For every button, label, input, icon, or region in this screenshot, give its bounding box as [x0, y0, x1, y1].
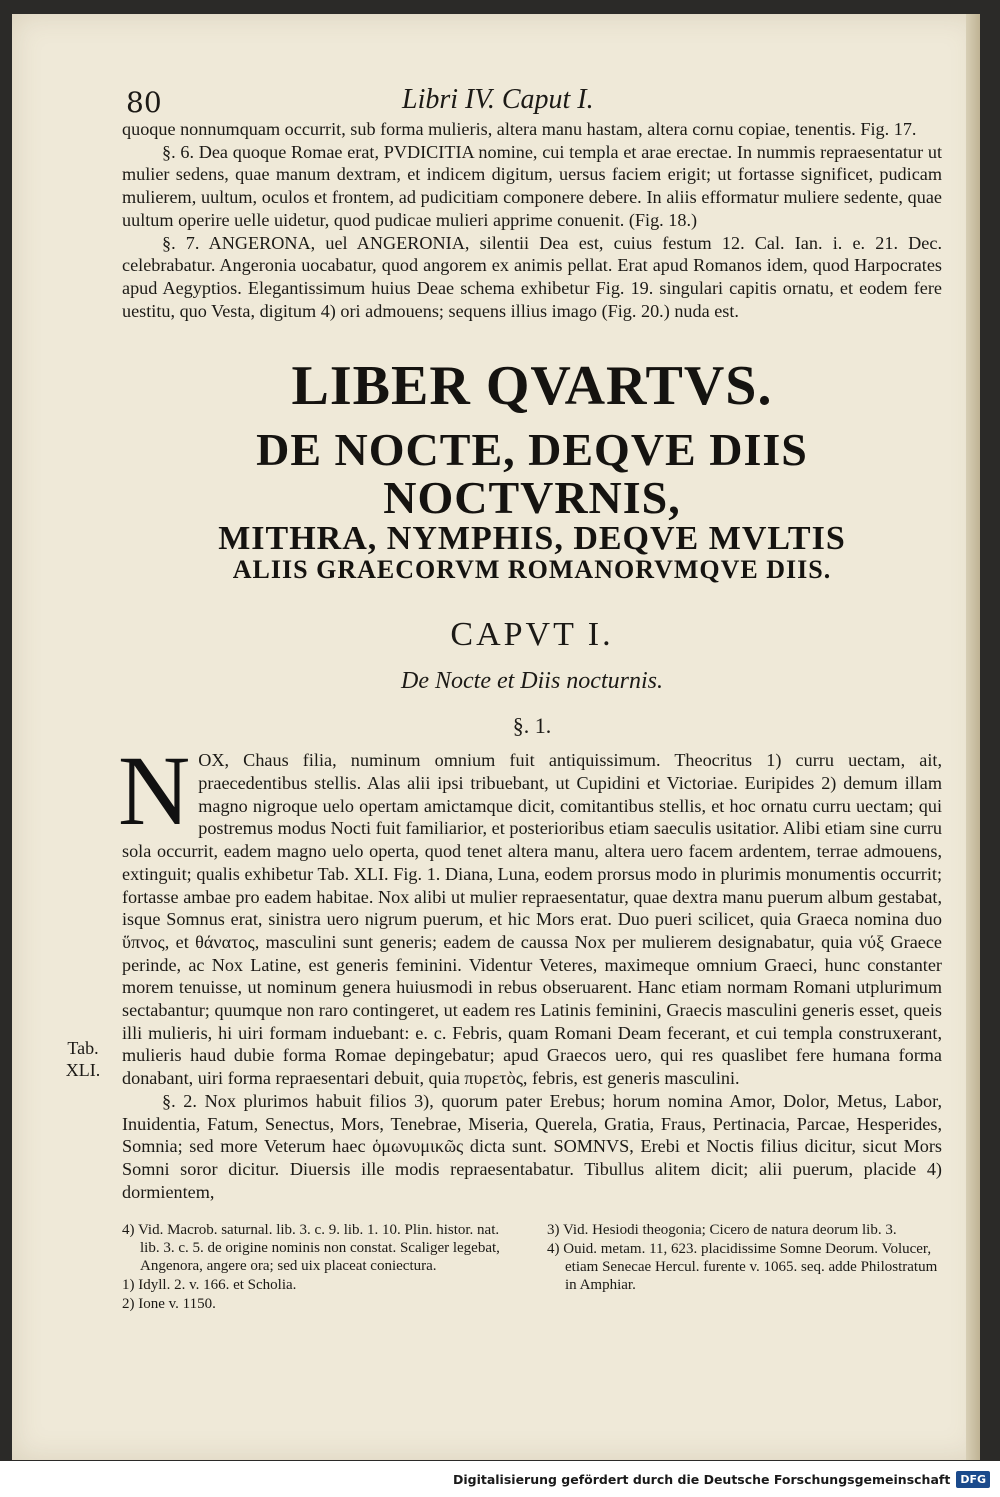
- book-title: LIBER QVARTVS.: [291, 355, 773, 418]
- chapter-subtitle: De Nocte et Diis nocturnis.: [401, 668, 663, 695]
- footnotes-right: [547, 1221, 942, 1314]
- chapter-heading: CAPVT I.: [450, 616, 614, 654]
- intro-paragraph-3: §. 7. ANGERONA, uel ANGERONIA, silentii Dea est, cuius festum 12. Cal. Ian. i. e. 21. Dec. celebrabatur. Angeronia uocabatur, quod angorem ex animis pellat. Erat apud Romanos idem, quod Harpocrates apud Aegyptios. Elegantissimum huius Deae schema exhibetur Fig. 19. singulari capitis ornatu, et eodem fere uestitu, quo Vesta, digitum 4) ori admouens; sequens illius imago (Fig. 20.) nuda est.: [122, 232, 942, 321]
- body-block: [65, 735, 942, 1203]
- footnote: 1) Idyll. 2. v. 166. et Scholia.: [122, 1277, 297, 1294]
- scanned-page: [12, 14, 980, 1460]
- dfg-logo: DFG: [956, 1471, 990, 1488]
- footnote: 2) Ione v. 1150.: [122, 1296, 216, 1313]
- drop-cap: N: [118, 735, 191, 847]
- footnote: 4) Ouid. metam. 11, 623. placidissime Somne Deorum. Volucer, etiam Senecae Hercul. furente v. 1065. seq. adde Philostratum in Amphiar.: [547, 1241, 938, 1294]
- intro-paragraph-2: §. 6. Dea quoque Romae erat, PVDICITIA nomine, cui templa et arae erectae. In nummis repraesentatur ut mulier sedens, quae manum dextram, et indicem digitum, uersus faciem erigit; ut fortasse significet, pudicam mulierem, uultum, oculos et frontem, ad pudicitiam componere debere. In aliis efformatur muliere sedente, quae uultum operire uelle uidetur, quod pudicae mulieri apprime conuenit. (Fig. 18.): [122, 141, 942, 230]
- footnote: 4) Vid. Macrob. saturnal. lib. 3. c. 9. lib. 1. 10. Plin. histor. nat. lib. 3. c. 5. de origine nominis non constat. Scaliger legebat, Angenora, angere ora; sed uix placeat coniectura.: [122, 1222, 500, 1275]
- margin-note-tab: Tab.: [67, 1038, 99, 1059]
- footnote: 3) Vid. Hesiodi theogonia; Cicero de natura deorum lib. 3.: [547, 1222, 897, 1239]
- page-header: [122, 14, 942, 118]
- footnotes-left: [122, 1221, 517, 1314]
- subtitle-line-2: MITHRA, NYMPHIS, DEQVE MVLTIS: [218, 520, 846, 558]
- margin-note-number: XLI.: [65, 1060, 101, 1081]
- footer-bar: [0, 1461, 1000, 1497]
- subtitle-line-3: ALIIS GRAECORVM ROMANORVMQVE DIIS.: [232, 555, 832, 585]
- page-content: [65, 14, 942, 1314]
- page-number: 80: [126, 86, 162, 119]
- page-edge: [966, 14, 980, 1460]
- body-paragraph-2: §. 2. Nox plurimos habuit filios 3), quorum pater Erebus; horum nomina Amor, Dolor, Metus, Labor, Inuidentia, Fatum, Senectus, Mors, Tenebrae, Miseria, Querela, Gratia, Fraus, Pertinacia, Parcae, Hesperides, Somnia; sed more Veterum haec ὁμωνυμικῶς dicta sunt. SOMNVS, Erebi et Noctis filius dicitur, sicut Mors Somni soror dicitur. Diuersis ille modis repraesentabatur. Tibullus alitem dicit; alii puerum, placide 4) dormientem,: [122, 1090, 942, 1202]
- intro-paragraph-1: quoque nonnumquam occurrit, sub forma mulieris, altera manu hastam, altera cornu copiae, tenentis. Fig. 17.: [122, 119, 917, 139]
- footnotes: [122, 1221, 942, 1314]
- body-paragraph-1: OX, Chaus filia, numinum omnium fuit antiquissimum. Theocritus 1) curru uectam, ait, praecedentibus stellis. Alas alii ipsi tribuebant, ut Cupidini et Victoriae. Euripides 2) demum illam magno nigroque uelo opertam amictamque dicit, comitantibus stellis, et hoc ornatu curru uectam; qui postremus modus Nocti fuit familiarior, et posterioribus etiam saeculis usitatior. Alibi etiam sine curru sola occurrit, eadem magno uelo operta, quod tenet altera manu, altera uero facem ardentem, terrae admouens, extinguit; qualis exhibetur Tab. XLI. Fig. 1. Diana, Luna, eodem prorsus modo in plurimis monumentis occurrit; fortasse ambae pro eadem habitae. Nox alibi ut mulier repraesentatur, quae dextra manu puerum album gestabat, isque Somnus erat, sinistra uero nigrum puerum, et hic Mors erat. Duo pueri scilicet, quia Graeca nomina duo ὕπνος, et θάνατος, masculini sunt generis; eadem de caussa Nox per mulierem designabatur, quia νύξ Graece perinde, ac Nox Latine, est generis feminini. Videntur Veteres, maximeque omnium Graeci, hunc constanter morem tenuisse, ut nominum genera huiusmodi in rebus obseruarent. Hanc etiam normam Romani utplurimum sectabantur; quumque non raro contingeret, ut eadem res Latinis feminini, Graecis masculini generis esset, queis illi mulieris, hi uiri formam induebant: e. c. Febris, quam Romani Deam fecerant, et cui templa construxerant, mulieris haud dubie forma Romae depingebatur; apud Graecos uero, qui res quaslibet fere humana forma donabant, uiri forma repraesentari debuit, quia πυρετὸς, febris, est generis masculini.: [122, 750, 942, 1089]
- subtitle-line-1: DE NOCTE, DEQVE DIIS NOCTVRNIS,: [256, 424, 808, 524]
- footer-credit: Digitalisierung gefördert durch die Deutsche Forschungsgemeinschaft: [452, 1471, 951, 1487]
- section-mark: §. 1.: [512, 713, 552, 739]
- running-head: Libri IV. Caput I.: [402, 84, 594, 115]
